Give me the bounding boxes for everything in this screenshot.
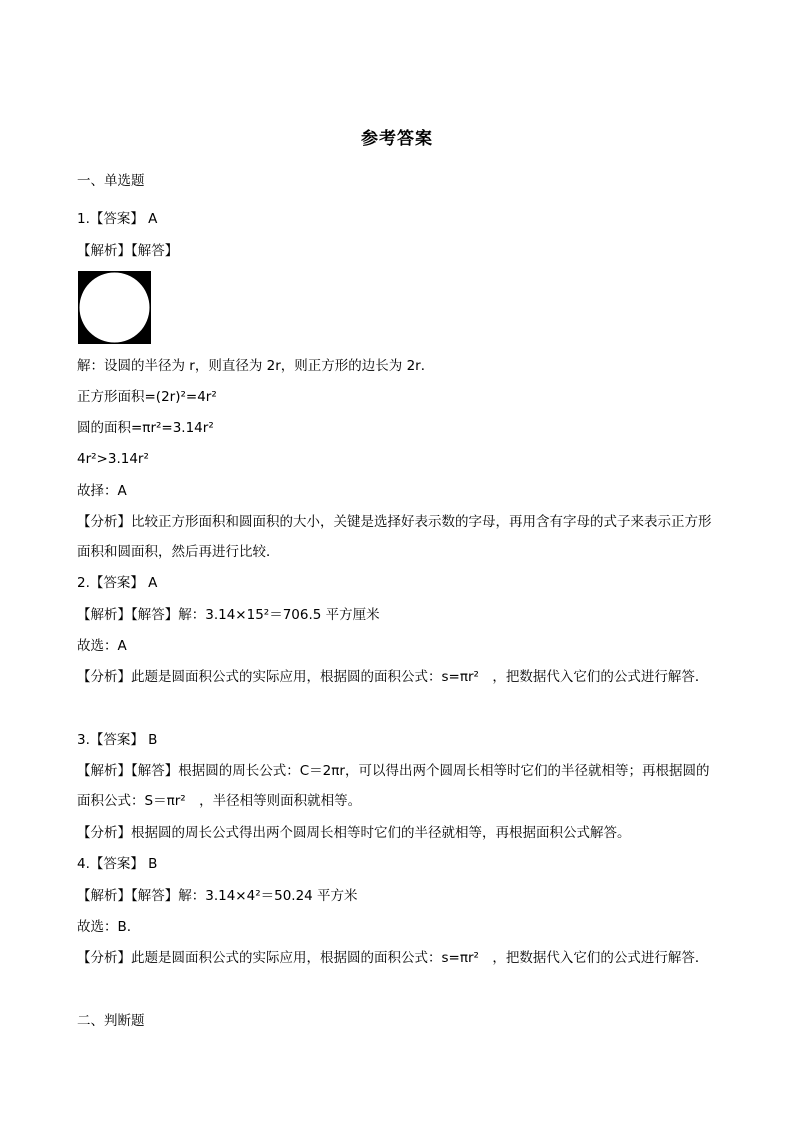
page-title: 参考答案: [361, 129, 433, 149]
q1-solve: 解：设圆的半径为 r，则直径为 2r，则正方形的边长为 2r．: [77, 358, 435, 374]
q2-choose: 故选：A: [77, 638, 127, 654]
section-heading-true-false: 二、判断题: [77, 1013, 145, 1029]
q2-answer: 2.【答案】 A: [77, 575, 158, 591]
q1-answer: 1.【答案】 A: [77, 211, 158, 227]
q3-answer: 3.【答案】 B: [77, 732, 158, 748]
q1-choose: 故择：A: [77, 483, 127, 499]
q4-fenxi: 【分析】此题是圆面积公式的实际应用，根据圆的面积公式：s=πr² ，把数据代入它们的公式进行解答．: [77, 950, 709, 966]
q3-fenxi: 【分析】根据圆的周长公式得出两个圆周长相等时它们的半径就相等，再根据面积公式解答。: [77, 825, 631, 841]
circle-in-square-icon: [78, 271, 151, 344]
q3-analysis: 【解析】【解答】根据圆的周长公式：C＝2πr，可以得出两个圆周长相等时它们的半径就相等；再根据圆的面积公式：S＝πr² ，半径相等则面积就相等。: [77, 763, 710, 809]
q2-analysis: 【解析】【解答】解：3.14×15²＝706.5 平方厘米: [77, 607, 380, 623]
q4-analysis: 【解析】【解答】解：3.14×4²＝50.24 平方米: [77, 888, 358, 904]
q1-analysis-header: 【解析】【解答】: [77, 243, 179, 259]
q1-compare: 4r²>3.14r²: [77, 451, 149, 467]
q2-fenxi: 【分析】此题是圆面积公式的实际应用，根据圆的面积公式：s=πr² ，把数据代入它们的公式进行解答．: [77, 669, 709, 685]
q4-choose: 故选：B.: [77, 919, 132, 935]
q1-circle-area: 圆的面积=πr²=3.14r²: [77, 420, 214, 436]
circle-in-square-figure: [78, 271, 151, 344]
q1-fenxi: 【分析】比较正方形面积和圆面积的大小，关键是选择好表示数的字母，再用含有字母的式子来表示正方形面积和圆面积，然后再进行比较．: [77, 514, 712, 560]
q4-answer: 4.【答案】 B: [77, 856, 158, 872]
section-heading-single-choice: 一、单选题: [77, 173, 145, 189]
q1-square-area: 正方形面积=(2r)²=4r²: [77, 389, 217, 405]
